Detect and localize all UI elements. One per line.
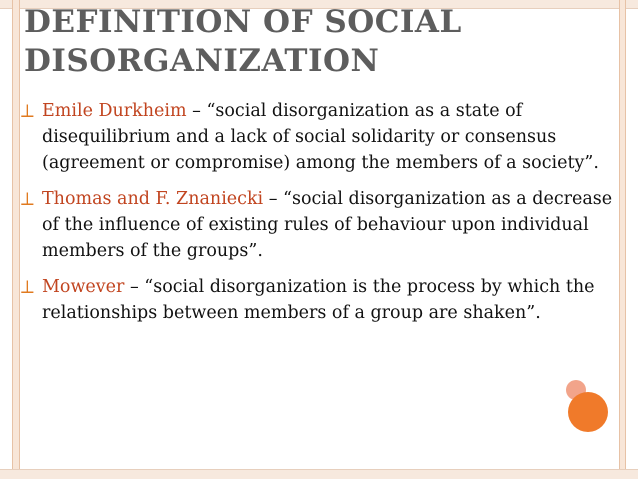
author-name: Emile Durkheim xyxy=(42,101,187,121)
decorative-circle-large xyxy=(568,392,608,432)
bullet-thomas-znaniecki xyxy=(20,186,618,264)
bullet-list xyxy=(20,98,618,336)
right-frame-rule xyxy=(619,0,626,479)
slide-title xyxy=(24,3,544,81)
bottom-frame-bar xyxy=(0,469,638,479)
left-frame-rule xyxy=(12,0,20,479)
definition-text: – “social disorganization is the process by which the relationships between members of a group are shaken”. xyxy=(42,277,595,323)
author-name: Thomas and F. Znaniecki xyxy=(42,189,264,209)
definition-text: – “social disorganization as a state of disequilibrium and a lack of social solidarity or consensus (agreement or compromise) among the members of a society”. xyxy=(42,101,599,173)
title-line-1: DEFINITION OF SOCIAL xyxy=(24,4,462,40)
title-line-2: DISORGANIZATION xyxy=(24,43,380,79)
bullet-marker-icon: ⟂ xyxy=(21,188,34,210)
bullet-marker-icon: ⟂ xyxy=(21,100,34,122)
bullet-mowever xyxy=(20,274,618,326)
definition-text: – “social disorganization as a decrease of the influence of existing rules of behaviour upon individual members of the groups”. xyxy=(42,189,613,261)
author-name: Mowever xyxy=(42,277,125,297)
bullet-marker-icon: ⟂ xyxy=(21,276,34,298)
bullet-durkheim xyxy=(20,98,618,176)
